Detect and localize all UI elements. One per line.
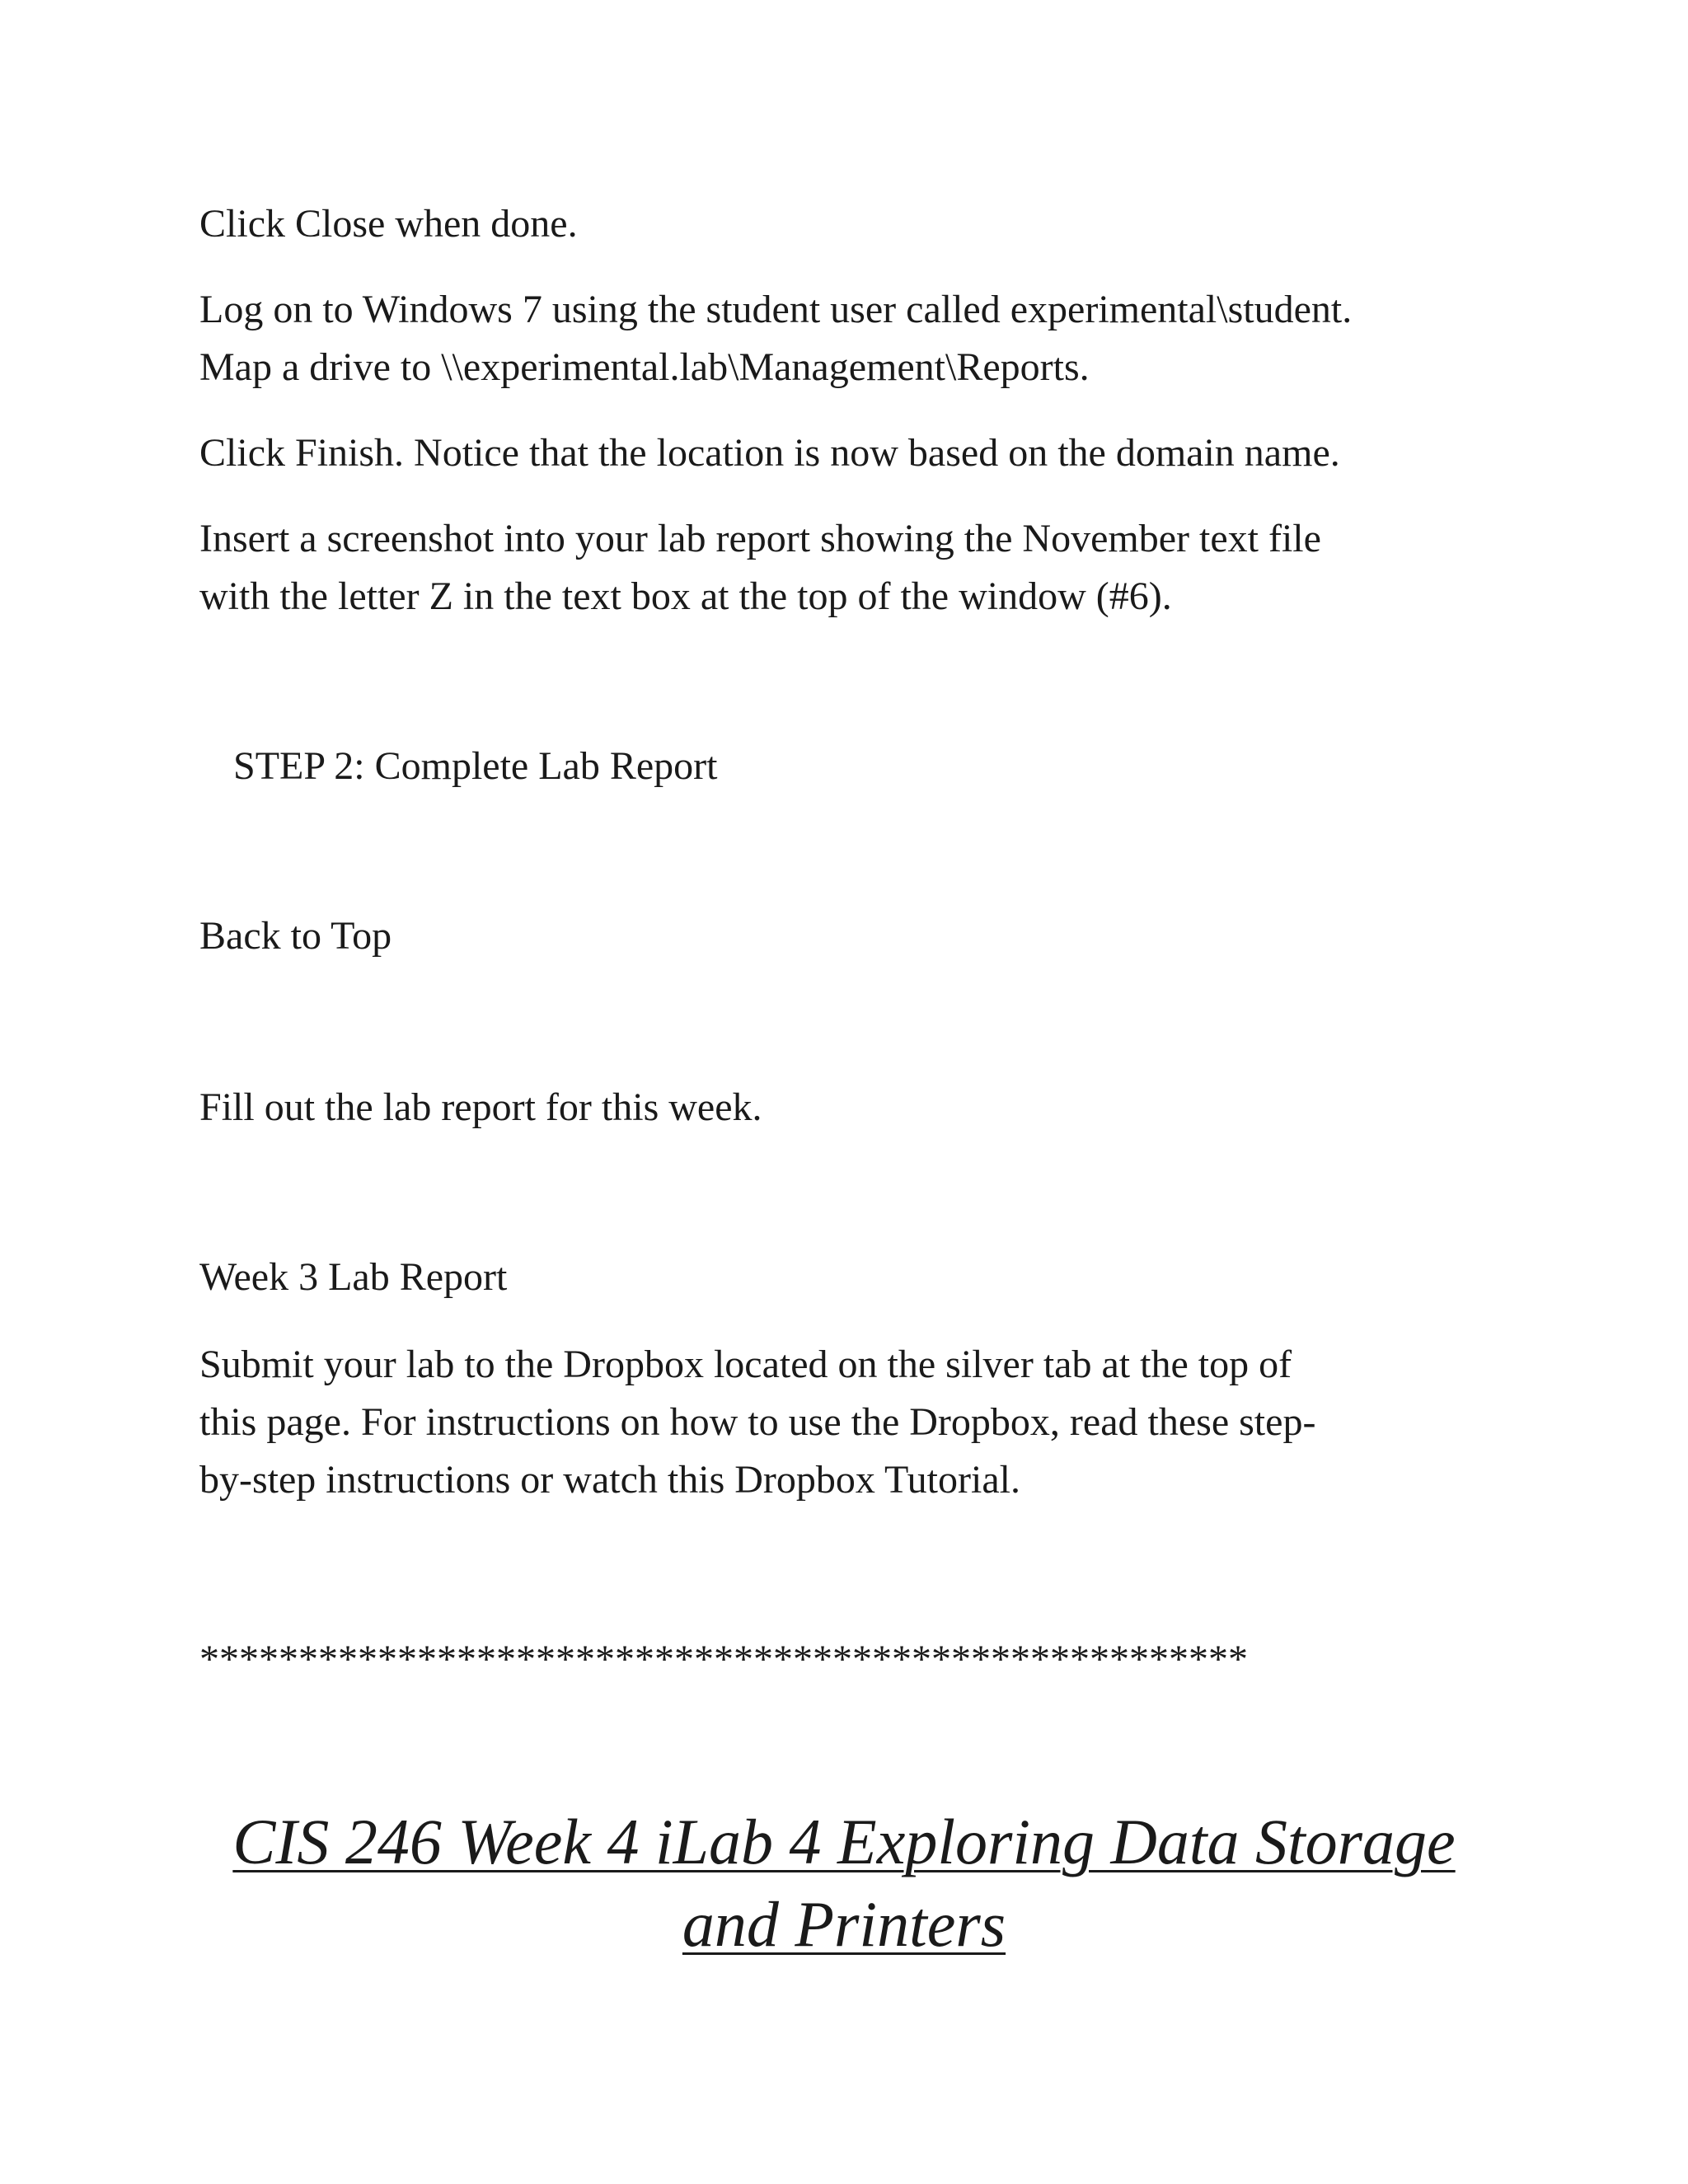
- fill-out-instruction: Fill out the lab report for this week.: [199, 1085, 762, 1129]
- submit-instruction-1: Submit your lab to the Dropbox located on the silver tab at the top of: [199, 1343, 1292, 1386]
- instruction-close: Click Close when done.: [199, 202, 578, 246]
- instruction-screenshot-2: with the letter Z in the text box at the top of the window (#6).: [199, 574, 1172, 618]
- step-heading: STEP 2: Complete Lab Report: [233, 744, 718, 788]
- course-title-line-1[interactable]: CIS 246 Week 4 iLab 4 Exploring Data Storage: [232, 1806, 1456, 1877]
- separator-asterisks: *****************************************************: [199, 1640, 1248, 1680]
- submit-instruction-3: by-step instructions or watch this Dropbox Tutorial.: [199, 1458, 1020, 1502]
- course-title-line-2[interactable]: and Printers: [682, 1888, 1006, 1960]
- instruction-logon: Log on to Windows 7 using the student user called experimental\student.: [199, 288, 1353, 331]
- instruction-map-drive: Map a drive to \\experimental.lab\Management\Reports.: [199, 345, 1090, 389]
- submit-instruction-2: this page. For instructions on how to use the Dropbox, read these step-: [199, 1400, 1316, 1444]
- back-to-top-link[interactable]: Back to Top: [199, 914, 392, 958]
- instruction-screenshot-1: Insert a screenshot into your lab report showing the November text file: [199, 517, 1321, 560]
- instruction-finish: Click Finish. Notice that the location is now based on the domain name.: [199, 431, 1340, 475]
- week-lab-report-link[interactable]: Week 3 Lab Report: [199, 1255, 508, 1299]
